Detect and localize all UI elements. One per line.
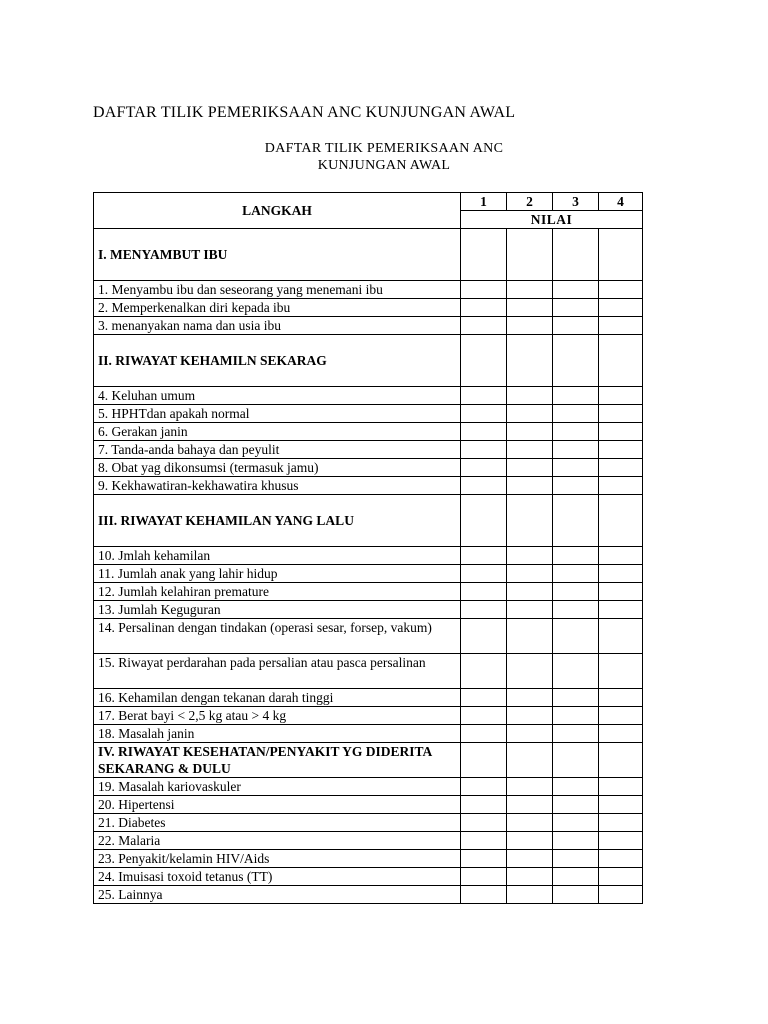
item-score-cell-4[interactable] (599, 654, 643, 689)
section-score-cell-2[interactable] (507, 495, 553, 547)
item-score-cell-2[interactable] (507, 423, 553, 441)
checklist-table (93, 192, 643, 904)
checklist-item: 3. menanyakan nama dan usia ibu (94, 317, 461, 335)
section-row (94, 495, 643, 547)
item-score-cell-1[interactable] (461, 583, 507, 601)
item-score-cell-4[interactable] (599, 868, 643, 886)
checklist-row (94, 441, 643, 459)
checklist-item: 11. Jumlah anak yang lahir hidup (94, 565, 461, 583)
section-score-cell-1[interactable] (461, 495, 507, 547)
item-score-cell-4[interactable] (599, 441, 643, 459)
item-score-cell-1[interactable] (461, 832, 507, 850)
section-score-cell-4[interactable] (599, 229, 643, 281)
section-heading: III. RIWAYAT KEHAMILAN YANG LALU (94, 495, 461, 547)
header-score: NILAI (461, 211, 643, 229)
checklist-row (94, 707, 643, 725)
item-score-cell-2[interactable] (507, 477, 553, 495)
item-score-cell-4[interactable] (599, 317, 643, 335)
checklist-row (94, 317, 643, 335)
item-score-cell-1[interactable] (461, 850, 507, 868)
item-score-cell-3[interactable] (553, 814, 599, 832)
item-score-cell-3[interactable] (553, 459, 599, 477)
item-score-cell-3[interactable] (553, 317, 599, 335)
checklist-row (94, 619, 643, 654)
item-score-cell-2[interactable] (507, 654, 553, 689)
item-score-cell-4[interactable] (599, 583, 643, 601)
item-score-cell-4[interactable] (599, 423, 643, 441)
checklist-item: 6. Gerakan janin (94, 423, 461, 441)
checklist-item: 16. Kehamilan dengan tekanan darah tinggi (94, 689, 461, 707)
checklist-item: 10. Jmlah kehamilan (94, 547, 461, 565)
item-score-cell-2[interactable] (507, 689, 553, 707)
checklist-item: 18. Masalah janin (94, 725, 461, 743)
item-score-cell-2[interactable] (507, 796, 553, 814)
item-score-cell-4[interactable] (599, 477, 643, 495)
item-score-cell-1[interactable] (461, 814, 507, 832)
checklist-row (94, 459, 643, 477)
item-score-cell-2[interactable] (507, 299, 553, 317)
checklist-row (94, 886, 643, 904)
item-score-cell-2[interactable] (507, 850, 553, 868)
item-score-cell-1[interactable] (461, 317, 507, 335)
checklist-row (94, 832, 643, 850)
item-score-cell-3[interactable] (553, 583, 599, 601)
section-score-cell-3[interactable] (553, 743, 599, 778)
checklist-row (94, 423, 643, 441)
item-score-cell-3[interactable] (553, 405, 599, 423)
checklist-item: 12. Jumlah kelahiran premature (94, 583, 461, 601)
checklist-item: 23. Penyakit/kelamin HIV/Aids (94, 850, 461, 868)
item-score-cell-4[interactable] (599, 565, 643, 583)
item-score-cell-4[interactable] (599, 814, 643, 832)
checklist-item: 14. Persalinan dengan tindakan (operasi sesar, forsep, vakum) (94, 619, 461, 654)
item-score-cell-1[interactable] (461, 868, 507, 886)
item-score-cell-1[interactable] (461, 886, 507, 904)
checklist-item: 9. Kekhawatiran-kekhawatira khusus (94, 477, 461, 495)
item-score-cell-3[interactable] (553, 601, 599, 619)
checklist-row (94, 299, 643, 317)
section-score-cell-1[interactable] (461, 335, 507, 387)
item-score-cell-2[interactable] (507, 281, 553, 299)
section-score-cell-3[interactable] (553, 495, 599, 547)
item-score-cell-3[interactable] (553, 707, 599, 725)
section-score-cell-4[interactable] (599, 335, 643, 387)
item-score-cell-2[interactable] (507, 441, 553, 459)
checklist-row (94, 583, 643, 601)
header-col-2: 2 (507, 193, 553, 211)
item-score-cell-2[interactable] (507, 778, 553, 796)
item-score-cell-4[interactable] (599, 387, 643, 405)
item-score-cell-2[interactable] (507, 886, 553, 904)
checklist-item: 4. Keluhan umum (94, 387, 461, 405)
item-score-cell-3[interactable] (553, 547, 599, 565)
section-score-cell-3[interactable] (553, 229, 599, 281)
checklist-item: 21. Diabetes (94, 814, 461, 832)
section-row (94, 743, 643, 778)
item-score-cell-4[interactable] (599, 601, 643, 619)
item-score-cell-4[interactable] (599, 886, 643, 904)
document-title: DAFTAR TILIK PEMERIKSAAN ANC KUNJUNGAN AWAL (93, 104, 516, 121)
item-score-cell-3[interactable] (553, 565, 599, 583)
header-col-4: 4 (599, 193, 643, 211)
checklist-row (94, 601, 643, 619)
checklist-item: 7. Tanda-anda bahaya dan peyulit (94, 441, 461, 459)
item-score-cell-2[interactable] (507, 814, 553, 832)
item-score-cell-4[interactable] (599, 796, 643, 814)
item-score-cell-1[interactable] (461, 405, 507, 423)
section-heading: IV. RIWAYAT KESEHATAN/PENYAKIT YG DIDERITA SEKARANG & DULU (94, 743, 461, 778)
item-score-cell-1[interactable] (461, 459, 507, 477)
item-score-cell-3[interactable] (553, 689, 599, 707)
checklist-item: 17. Berat bayi < 2,5 kg atau > 4 kg (94, 707, 461, 725)
item-score-cell-2[interactable] (507, 707, 553, 725)
checklist-item: 25. Lainnya (94, 886, 461, 904)
item-score-cell-4[interactable] (599, 405, 643, 423)
checklist-row (94, 778, 643, 796)
checklist-item: 13. Jumlah Keguguran (94, 601, 461, 619)
section-score-cell-3[interactable] (553, 335, 599, 387)
table-title-line-2: KUNJUNGAN AWAL (317, 158, 451, 173)
section-score-cell-2[interactable] (507, 229, 553, 281)
checklist-item: 2. Memperkenalkan diri kepada ibu (94, 299, 461, 317)
item-score-cell-4[interactable] (599, 299, 643, 317)
checklist-row (94, 796, 643, 814)
item-score-cell-3[interactable] (553, 441, 599, 459)
item-score-cell-2[interactable] (507, 601, 553, 619)
item-score-cell-4[interactable] (599, 281, 643, 299)
item-score-cell-2[interactable] (507, 459, 553, 477)
item-score-cell-2[interactable] (507, 405, 553, 423)
checklist-item: 22. Malaria (94, 832, 461, 850)
checklist-row (94, 565, 643, 583)
item-score-cell-2[interactable] (507, 547, 553, 565)
checklist-row (94, 477, 643, 495)
item-score-cell-3[interactable] (553, 281, 599, 299)
item-score-cell-4[interactable] (599, 459, 643, 477)
item-score-cell-1[interactable] (461, 299, 507, 317)
item-score-cell-1[interactable] (461, 423, 507, 441)
item-score-cell-3[interactable] (553, 654, 599, 689)
item-score-cell-2[interactable] (507, 583, 553, 601)
checklist-row (94, 387, 643, 405)
item-score-cell-1[interactable] (461, 654, 507, 689)
item-score-cell-2[interactable] (507, 619, 553, 654)
item-score-cell-3[interactable] (553, 725, 599, 743)
checklist-row (94, 405, 643, 423)
checklist-row (94, 850, 643, 868)
section-score-cell-4[interactable] (599, 743, 643, 778)
header-col-3: 3 (553, 193, 599, 211)
item-score-cell-3[interactable] (553, 387, 599, 405)
checklist-row (94, 689, 643, 707)
section-score-cell-1[interactable] (461, 743, 507, 778)
section-score-cell-1[interactable] (461, 229, 507, 281)
item-score-cell-4[interactable] (599, 707, 643, 725)
item-score-cell-2[interactable] (507, 387, 553, 405)
section-heading: I. MENYAMBUT IBU (94, 229, 461, 281)
checklist-row (94, 281, 643, 299)
item-score-cell-3[interactable] (553, 832, 599, 850)
item-score-cell-3[interactable] (553, 850, 599, 868)
item-score-cell-1[interactable] (461, 547, 507, 565)
checklist-item: 24. Imuisasi toxoid tetanus (TT) (94, 868, 461, 886)
item-score-cell-2[interactable] (507, 832, 553, 850)
item-score-cell-3[interactable] (553, 299, 599, 317)
item-score-cell-4[interactable] (599, 725, 643, 743)
checklist-row (94, 654, 643, 689)
item-score-cell-1[interactable] (461, 689, 507, 707)
item-score-cell-1[interactable] (461, 477, 507, 495)
checklist-row (94, 868, 643, 886)
checklist-item: 1. Menyambu ibu dan seseorang yang menemani ibu (94, 281, 461, 299)
header-col-1: 1 (461, 193, 507, 211)
table-title (0, 140, 768, 174)
checklist-item: 8. Obat yag dikonsumsi (termasuk jamu) (94, 459, 461, 477)
item-score-cell-1[interactable] (461, 601, 507, 619)
item-score-cell-4[interactable] (599, 619, 643, 654)
section-heading: II. RIWAYAT KEHAMILN SEKARAG (94, 335, 461, 387)
item-score-cell-4[interactable] (599, 778, 643, 796)
header-step: LANGKAH (94, 193, 461, 229)
checklist-item: 15. Riwayat perdarahan pada persalian atau pasca persalinan (94, 654, 461, 689)
item-score-cell-4[interactable] (599, 689, 643, 707)
item-score-cell-2[interactable] (507, 317, 553, 335)
section-score-cell-4[interactable] (599, 495, 643, 547)
section-score-cell-2[interactable] (507, 335, 553, 387)
item-score-cell-1[interactable] (461, 281, 507, 299)
item-score-cell-3[interactable] (553, 796, 599, 814)
item-score-cell-2[interactable] (507, 565, 553, 583)
item-score-cell-4[interactable] (599, 832, 643, 850)
item-score-cell-1[interactable] (461, 725, 507, 743)
item-score-cell-3[interactable] (553, 868, 599, 886)
item-score-cell-1[interactable] (461, 387, 507, 405)
item-score-cell-3[interactable] (553, 477, 599, 495)
section-row (94, 229, 643, 281)
item-score-cell-1[interactable] (461, 778, 507, 796)
item-score-cell-2[interactable] (507, 868, 553, 886)
item-score-cell-4[interactable] (599, 850, 643, 868)
checklist-row (94, 814, 643, 832)
item-score-cell-3[interactable] (553, 886, 599, 904)
section-score-cell-2[interactable] (507, 743, 553, 778)
table-title-line-1: DAFTAR TILIK PEMERIKSAAN ANC (264, 141, 504, 156)
header-row (94, 193, 643, 211)
item-score-cell-1[interactable] (461, 565, 507, 583)
item-score-cell-3[interactable] (553, 619, 599, 654)
item-score-cell-3[interactable] (553, 423, 599, 441)
checklist-row (94, 547, 643, 565)
checklist-item: 5. HPHTdan apakah normal (94, 405, 461, 423)
item-score-cell-4[interactable] (599, 547, 643, 565)
checklist-item: 20. Hipertensi (94, 796, 461, 814)
item-score-cell-1[interactable] (461, 619, 507, 654)
item-score-cell-1[interactable] (461, 707, 507, 725)
item-score-cell-3[interactable] (553, 778, 599, 796)
checklist-row (94, 725, 643, 743)
section-row (94, 335, 643, 387)
checklist-item: 19. Masalah kariovaskuler (94, 778, 461, 796)
item-score-cell-1[interactable] (461, 796, 507, 814)
item-score-cell-2[interactable] (507, 725, 553, 743)
item-score-cell-1[interactable] (461, 441, 507, 459)
